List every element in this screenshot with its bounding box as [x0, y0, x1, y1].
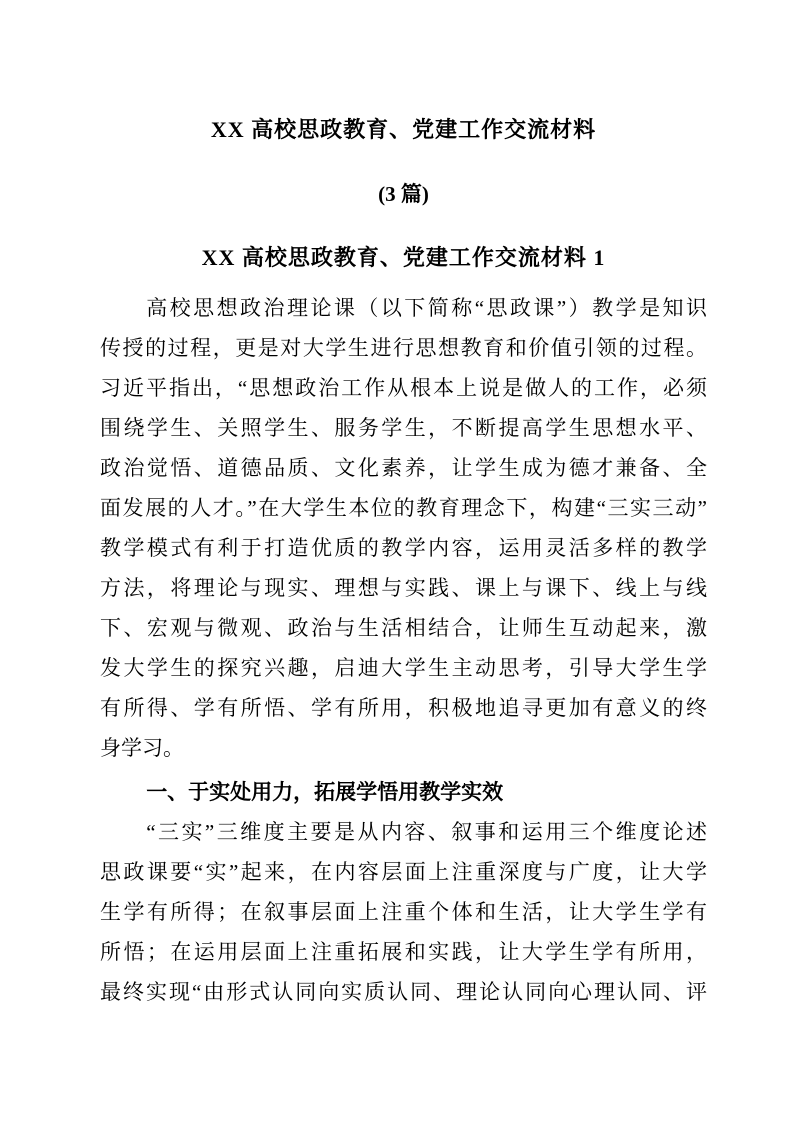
text-line: 发大学生的探究兴趣，启迪大学生主动思考，引导大学生学 [100, 656, 707, 680]
text-line: 传授的过程，更是对大学生进行思想教育和价值引领的过程。 [100, 336, 707, 360]
document-body [100, 288, 707, 1012]
text-line: 习近平指出，“思想政治工作从根本上说是做人的工作，必须 [100, 376, 707, 400]
section-heading-1: 一、于实处用力，拓展学悟用教学实效 [146, 780, 504, 804]
text-line: 教学模式有利于打造优质的教学内容，运用灵活多样的教学 [100, 536, 707, 560]
piece-count: (3 篇) [378, 182, 429, 206]
text-line: 下、宏观与微观、政治与生活相结合，让师生互动起来，激 [100, 616, 707, 640]
text-line: 思政课要“实”起来，在内容层面上注重深度与广度，让大学 [100, 860, 707, 884]
text-line: 面发展的人才。”在大学生本位的教育理念下，构建“三实三动” [100, 496, 707, 520]
paragraph-section-1 [100, 812, 707, 1012]
text-line: 所悟；在运用层面上注重拓展和实践，让大学生学有所用， [100, 940, 707, 964]
text-line: 政治觉悟、道德品质、文化素养，让学生成为德才兼备、全 [100, 456, 707, 480]
document-title: XX 高校思政教育、党建工作交流材料 [210, 117, 597, 142]
text-line: 围绕学生、关照学生、服务学生，不断提高学生思想水平、 [100, 416, 707, 440]
text-line: 有所得、学有所悟、学有所用，积极地追寻更加有意义的终 [100, 696, 707, 720]
text-line: “三实”三维度主要是从内容、叙事和运用三个维度论述 [146, 820, 707, 844]
text-line: 方法，将理论与现实、理想与实践、课上与课下、线上与线 [100, 576, 707, 600]
section-subtitle: XX 高校思政教育、党建工作交流材料 1 [201, 245, 606, 270]
text-line: 生学有所得；在叙事层面上注重个体和生活，让大学生学有 [100, 900, 707, 924]
text-line: 高校思想政治理论课（以下简称“思政课”）教学是知识 [146, 296, 707, 320]
paragraph-intro [100, 288, 707, 768]
text-line: 身学习。 [100, 736, 184, 760]
text-line: 最终实现“由形式认同向实质认同、理论认同向心理认同、评 [100, 980, 707, 1004]
